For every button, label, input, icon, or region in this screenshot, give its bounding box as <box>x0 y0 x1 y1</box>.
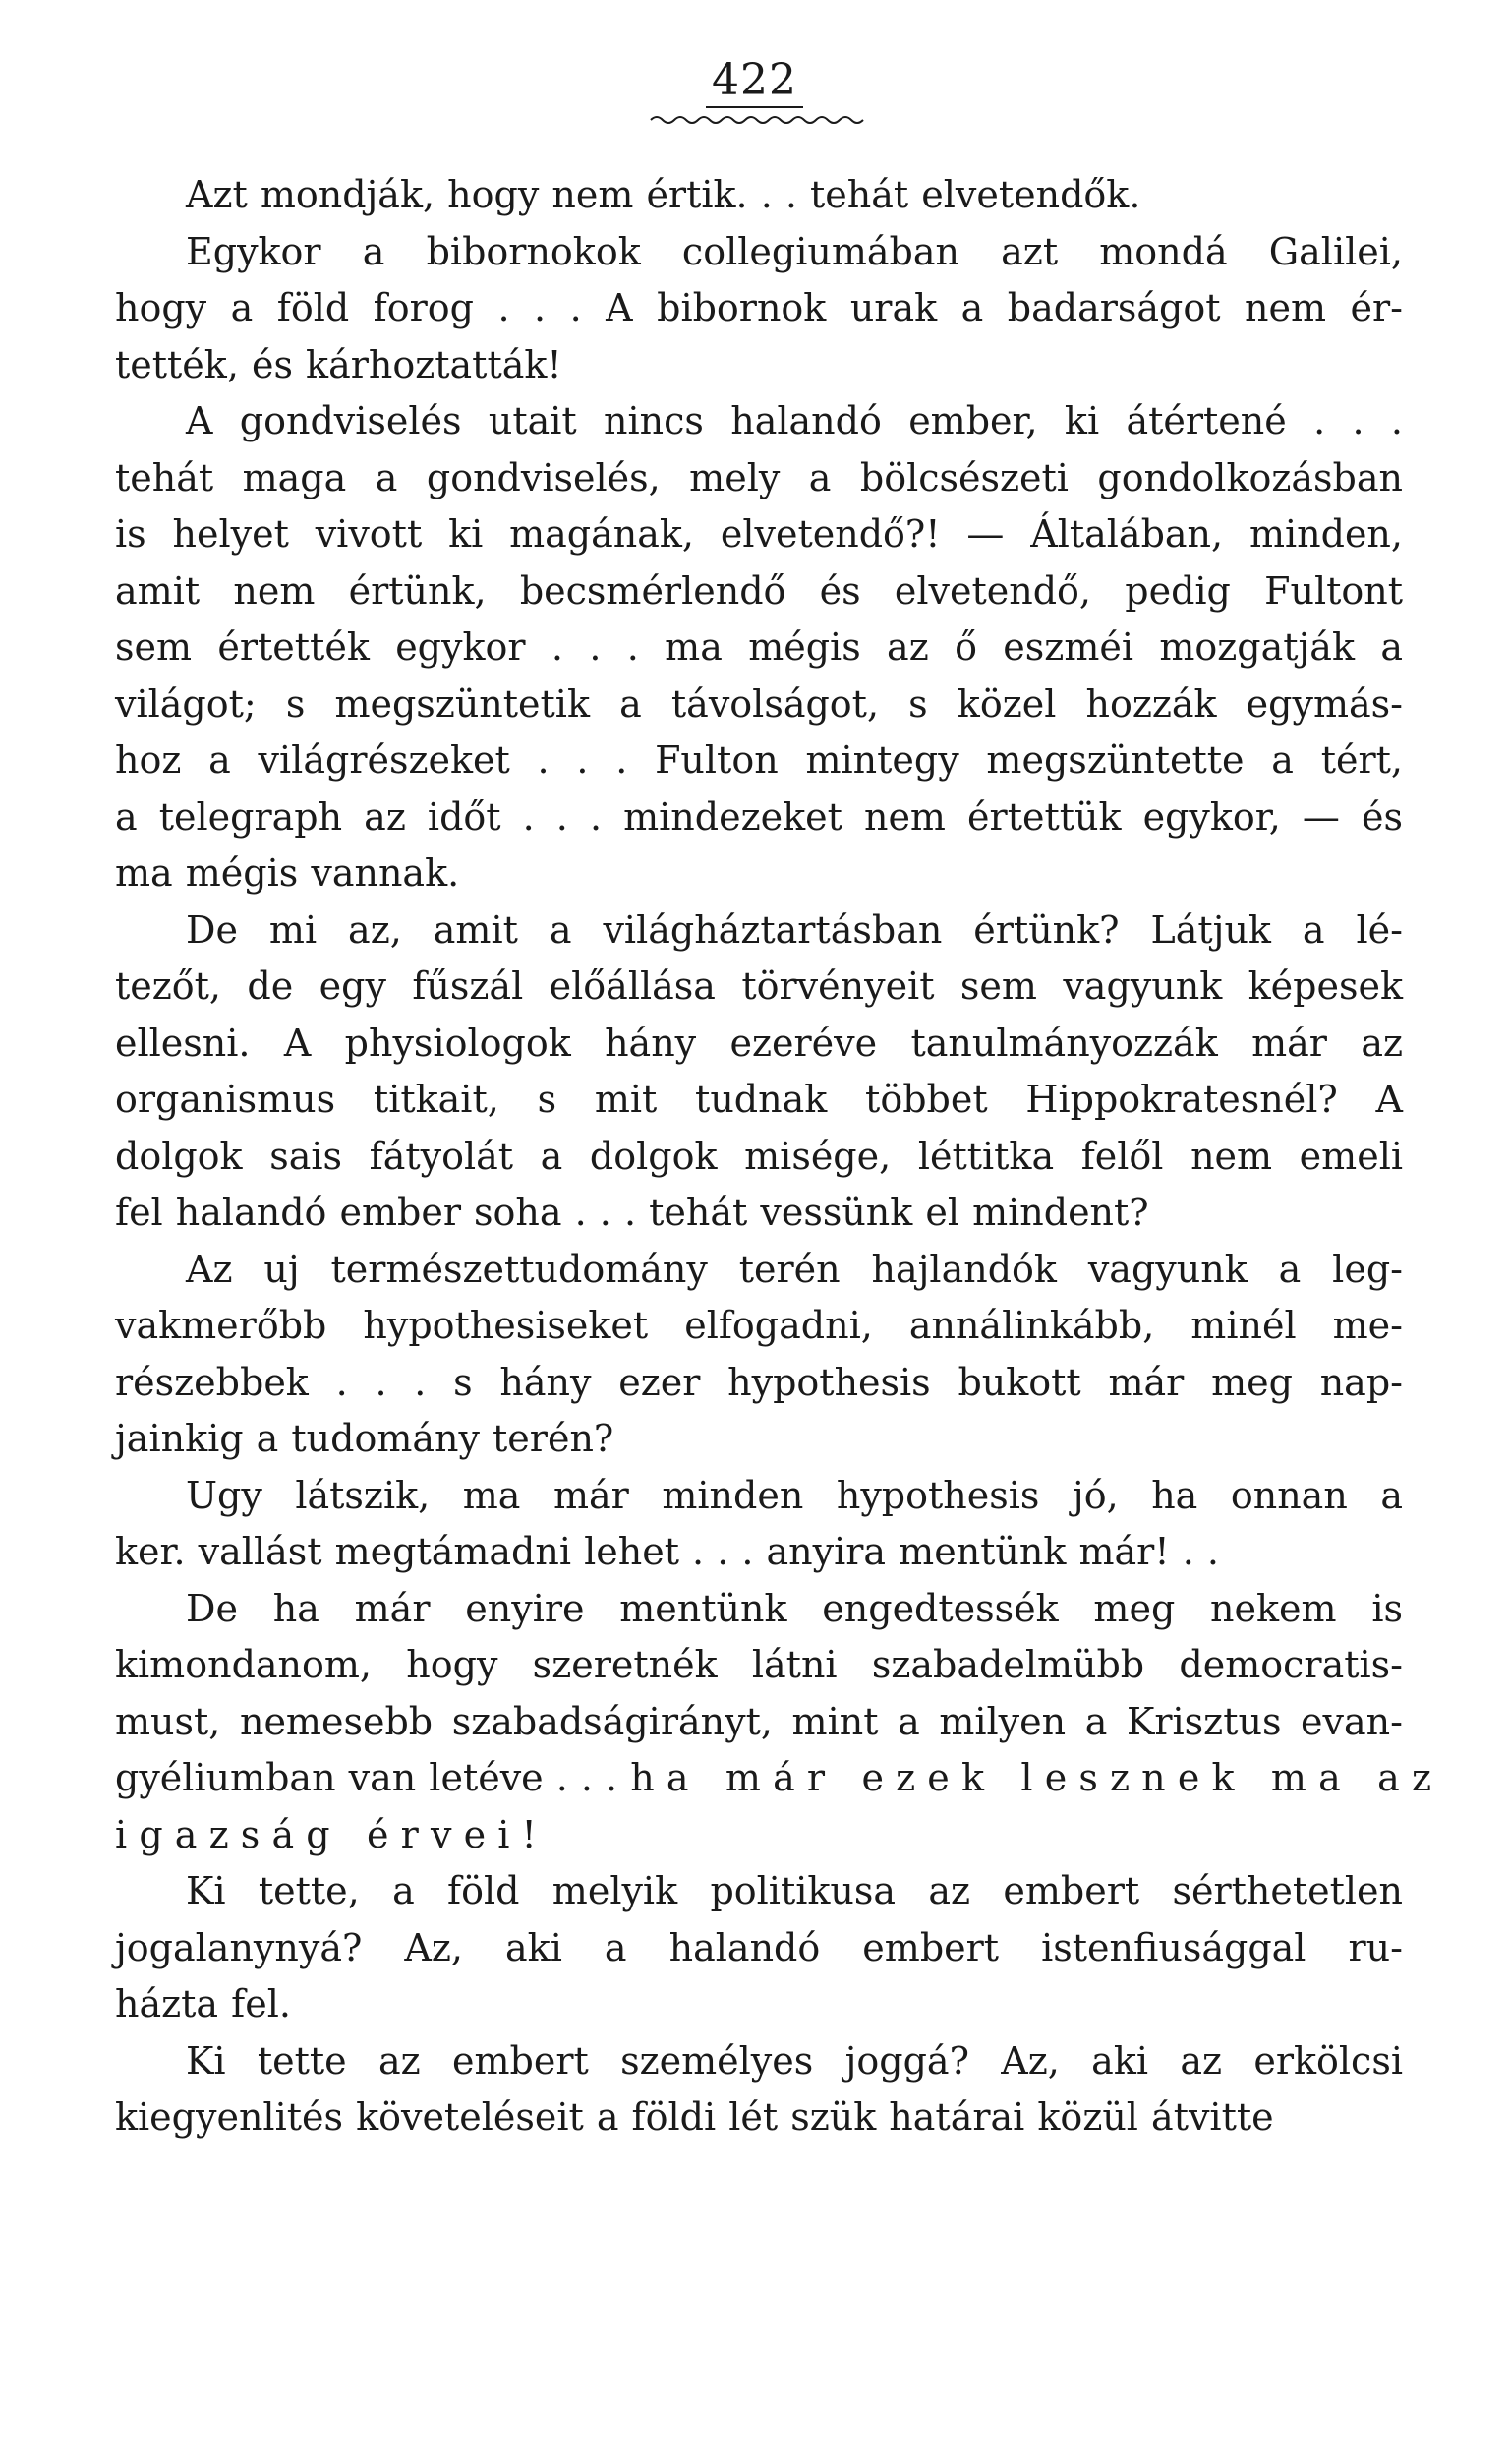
text-line: kimondanom, hogy szeretnék látni szabadelmübb democratis- <box>115 1643 1403 1686</box>
text-line: Azt mondják, hogy nem értik. . . tehát elvetendők. <box>186 173 1141 216</box>
page-number-text: 422 <box>706 55 803 108</box>
text-line: tezőt, de egy fűszál előállása törvényeit sem vagyunk képesek <box>115 965 1403 1008</box>
text-line: Az uj természettudomány terén hajlandók vagyunk a leg- <box>186 1247 1403 1291</box>
text-line: A gondviselés utait nincs halandó ember, ki átértené . . . <box>186 399 1403 442</box>
text-line: Ugy látszik, ma már minden hypothesis jó, ha onnan a <box>186 1473 1403 1517</box>
paragraph <box>115 393 1403 903</box>
text-line: házta fel. <box>115 1982 291 2025</box>
text-line: részebbek . . . s hány ezer hypothesis bukott már meg nap- <box>115 1360 1403 1404</box>
paragraph <box>115 224 1403 394</box>
paragraph <box>115 2033 1403 2146</box>
text-line: igazság érvei! <box>115 1812 549 1856</box>
text-line: must, nemesebb szabadságirányt, mint a milyen a Krisztus evan- <box>115 1699 1403 1743</box>
text-line: Ki tette az embert személyes joggá? Az, aki az erkölcsi <box>186 2038 1403 2083</box>
text-line: hogy a föld forog . . . A bibornok urak a badarságot nem ér- <box>115 286 1403 329</box>
text-line: ker. vallást megtámadni lehet . . . anyira mentünk már! . . <box>115 1530 1219 1573</box>
text-line: világot; s megszüntetik a távolságot, s közel hozzák egymás- <box>115 681 1403 726</box>
text-line: jainkig a tudomány terén? <box>115 1417 614 1460</box>
paragraph <box>115 1468 1403 1581</box>
text-line: Ki tette, a föld melyik politikusa az embert sérthetetlen <box>186 1869 1403 1912</box>
text-line: amit nem értünk, becsmérlendő és elvetendő, pedig Fultont <box>115 568 1403 613</box>
text-line: gyéliumban van letéve . . . ha már ezek lesznek ma az <box>115 1756 1444 1799</box>
text-line: jogalanynyá? Az, aki a halandó embert istenfiusággal ru- <box>115 1925 1403 1969</box>
text-line: dolgok sais fátyolát a dolgok misége, léttitka felől nem emeli <box>115 1134 1403 1178</box>
text-line: ellesni. A physiologok hány ezeréve tanulmányozzák már az <box>115 1021 1403 1065</box>
text-line: fel halandó ember soha . . . tehát vessünk el mindent? <box>115 1191 1149 1234</box>
body-text <box>115 167 1444 2146</box>
text-line: ma mégis vannak. <box>115 851 460 895</box>
text-line: a telegraph az időt . . . mindezeket nem értettük egykor, — és <box>115 794 1403 839</box>
text-line: organismus titkait, s mit tudnak többet Hippokratesnél? A <box>115 1078 1403 1121</box>
paragraph <box>115 1242 1403 1468</box>
page-number <box>0 51 1509 110</box>
text-line: tették, és kárhoztatták! <box>115 342 562 386</box>
text-line: De mi az, amit a világháztartásban értünk? Látjuk a lé- <box>186 908 1403 952</box>
paragraph <box>115 903 1403 1242</box>
text-line: vakmerőbb hypothesiseket elfogadni, annálinkább, minél me- <box>115 1304 1403 1347</box>
paragraph <box>115 1863 1403 2033</box>
text-line: sem értették egykor . . . ma mégis az ő eszméi mozgatják a <box>115 625 1403 669</box>
text-line: De ha már enyire mentünk engedtessék meg nekem is <box>186 1586 1403 1630</box>
paragraph <box>115 167 1403 224</box>
ornament-flourish-icon <box>649 112 865 128</box>
text-line: is helyet vivott ki magának, elvetendő?! — Általában, minden, <box>115 512 1403 556</box>
text-line: Egykor a bibornokok collegiumában azt mondá Galilei, <box>186 229 1403 273</box>
text-line: hoz a világrészeket . . . Fulton mintegy megszüntette a tért, <box>115 738 1403 782</box>
text-line: tehát maga a gondviselés, mely a bölcsészeti gondolkozásban <box>115 455 1403 499</box>
text-line: kiegyenlités követeléseit a földi lét szük határai közül átvitte <box>115 2095 1274 2139</box>
paragraph <box>115 1581 1444 1864</box>
